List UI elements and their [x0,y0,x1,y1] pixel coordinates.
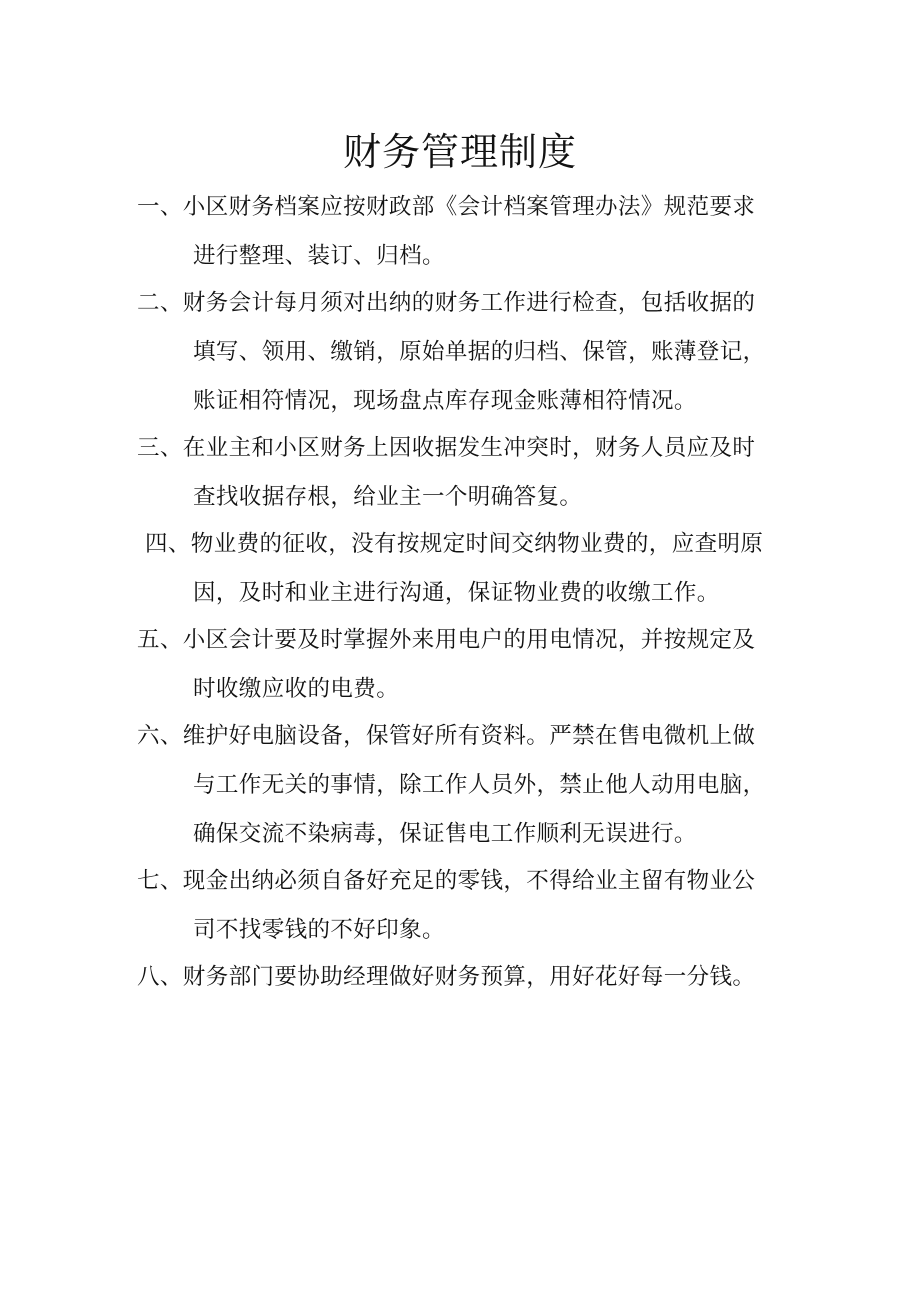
rule-8-line-1: 八、财务部门要协助经理做好财务预算，用好花好每一分钱。 [137,964,756,990]
rule-4-line-1: 四、物业费的征收，没有按规定时间交纳物业费的，应查明原 [145,531,764,557]
rule-1-line-2: 进行整理、装订、归档。 [193,243,445,269]
rule-5-line-2: 时收缴应收的电费。 [193,676,400,702]
rule-4-line-2: 因，及时和业主进行沟通，保证物业费的收缴工作。 [193,580,720,606]
rule-2-line-2: 填写、领用、缴销，原始单据的归档、保管，账薄登记， [193,339,766,365]
rule-7-line-2: 司不找零钱的不好印象。 [193,917,445,943]
rule-7-line-1: 七、现金出纳必须自备好充足的零钱，不得给业主留有物业公 [137,868,756,894]
rule-2-line-1: 二、财务会计每月须对出纳的财务工作进行检查，包括收据的 [137,290,756,316]
rule-5-line-1: 五、小区会计要及时掌握外来用电户的用电情况，并按规定及 [137,627,756,653]
rule-6-line-2: 与工作无关的事情，除工作人员外，禁止他人动用电脑， [193,772,766,798]
rule-6-line-3: 确保交流不染病毒，保证售电工作顺利无误进行。 [193,821,697,847]
rule-3-line-1: 三、在业主和小区财务上因收据发生冲突时，财务人员应及时 [137,435,756,461]
rule-2-line-3: 账证相符情况，现场盘点库存现金账薄相符情况。 [193,388,697,414]
rule-6-line-1: 六、维护好电脑设备，保管好所有资料。严禁在售电微机上做 [137,723,756,749]
rule-1-line-1: 一、小区财务档案应按财政部《会计档案管理办法》规范要求 [137,194,756,220]
rule-3-line-2: 查找收据存根，给业主一个明确答复。 [193,484,583,510]
document-title: 财务管理制度 [342,130,577,174]
